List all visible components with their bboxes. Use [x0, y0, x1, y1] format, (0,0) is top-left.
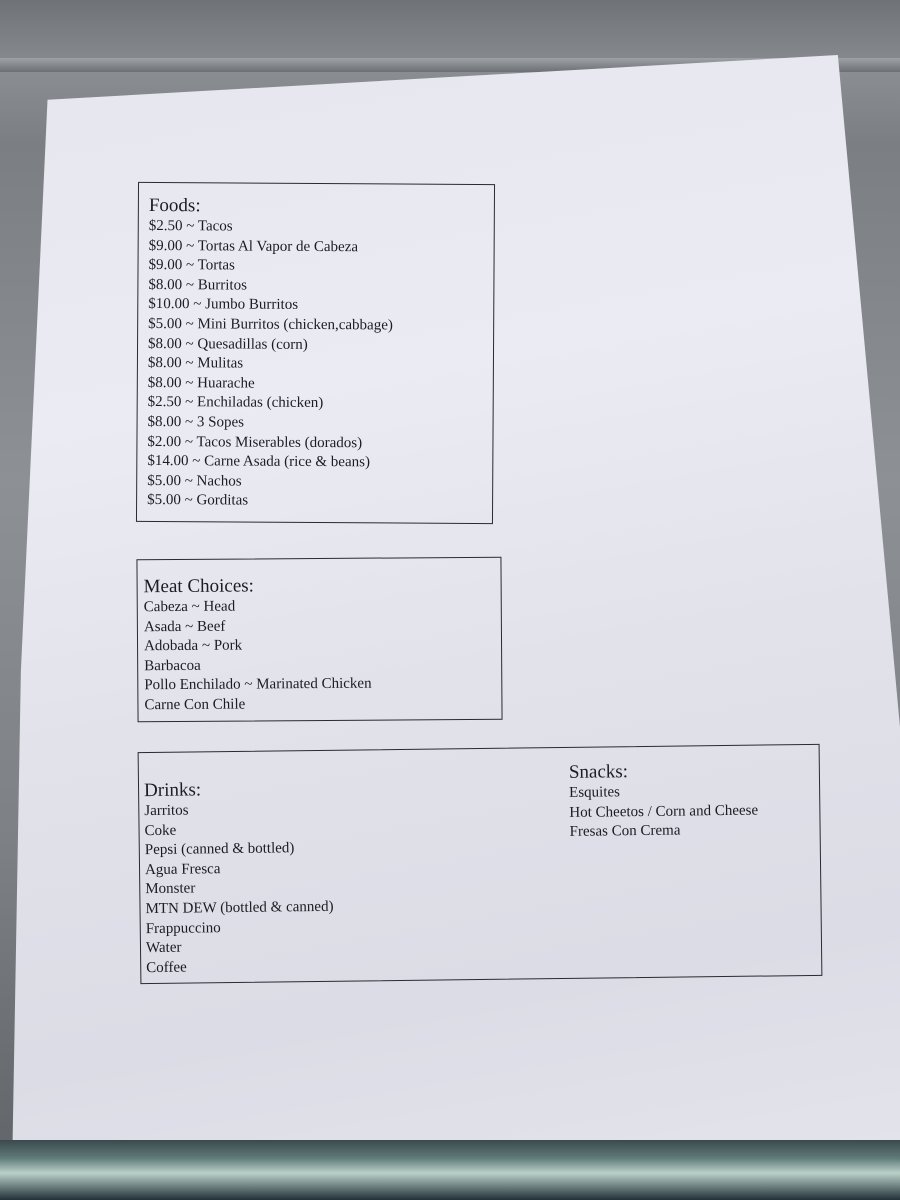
drink-item: Monster	[145, 880, 196, 898]
food-item: $5.00 ~ Nachos	[147, 472, 242, 490]
food-item: $14.00 ~ Carne Asada (rice & beans)	[147, 453, 371, 471]
meat-item: Barbacoa	[144, 657, 201, 675]
drink-item: Jarritos	[144, 802, 189, 820]
drinks-section	[144, 778, 334, 979]
food-item: $9.00 ~ Tortas	[148, 257, 235, 274]
meat-choices-heading: Meat Choices:	[143, 575, 254, 598]
drink-item: Coke	[144, 822, 177, 839]
snacks-section	[569, 760, 759, 843]
food-item: $8.00 ~ Huarache	[147, 374, 255, 392]
foods-menu-box	[136, 182, 495, 524]
food-item: $10.00 ~ Jumbo Burritos	[148, 296, 299, 314]
food-item: $8.00 ~ 3 Sopes	[147, 413, 245, 431]
food-item: $8.00 ~ Quesadillas (corn)	[148, 335, 308, 353]
meat-choices-list	[144, 597, 372, 716]
food-item: $9.00 ~ Tortas Al Vapor de Cabeza	[148, 237, 359, 255]
meat-item: Cabeza ~ Head	[143, 598, 236, 616]
foods-heading: Foods:	[148, 194, 201, 217]
drink-item: Agua Fresca	[144, 860, 221, 878]
food-item: $2.50 ~ Enchiladas (chicken)	[147, 394, 324, 412]
food-item: $5.00 ~ Mini Burritos (chicken,cabbage)	[148, 315, 393, 334]
drinks-heading: Drinks:	[143, 779, 202, 802]
drink-item: MTN DEW (bottled & canned)	[145, 898, 334, 918]
drinks-snacks-box	[138, 744, 823, 984]
snacks-list	[569, 782, 758, 843]
drink-item: Frappuccino	[145, 919, 221, 937]
food-item: $8.00 ~ Burritos	[148, 276, 248, 294]
food-item: $8.00 ~ Mulitas	[147, 355, 244, 372]
food-item: $2.50 ~ Tacos	[148, 217, 233, 235]
meat-item: Adobada ~ Pork	[143, 637, 243, 655]
food-item: $5.00 ~ Gorditas	[147, 492, 249, 509]
food-item: $2.00 ~ Tacos Miserables (dorados)	[147, 433, 363, 451]
drink-item: Water	[145, 939, 182, 957]
meat-item: Asada ~ Beef	[143, 618, 226, 635]
drinks-list	[144, 800, 334, 979]
snacks-heading: Snacks:	[568, 761, 629, 783]
snack-item: Esquites	[569, 784, 621, 801]
green-tray-strip	[0, 1140, 900, 1200]
meat-item: Pollo Enchilado ~ Marinated Chicken	[144, 676, 372, 694]
foods-list	[147, 217, 394, 512]
meat-item: Carne Con Chile	[144, 696, 246, 714]
snack-item: Hot Cheetos / Corn and Cheese	[569, 802, 759, 821]
meat-choices-box	[136, 557, 502, 723]
drink-item: Pepsi (canned & bottled)	[144, 840, 295, 859]
snack-item: Fresas Con Crema	[569, 822, 681, 841]
drink-item: Coffee	[146, 959, 187, 976]
